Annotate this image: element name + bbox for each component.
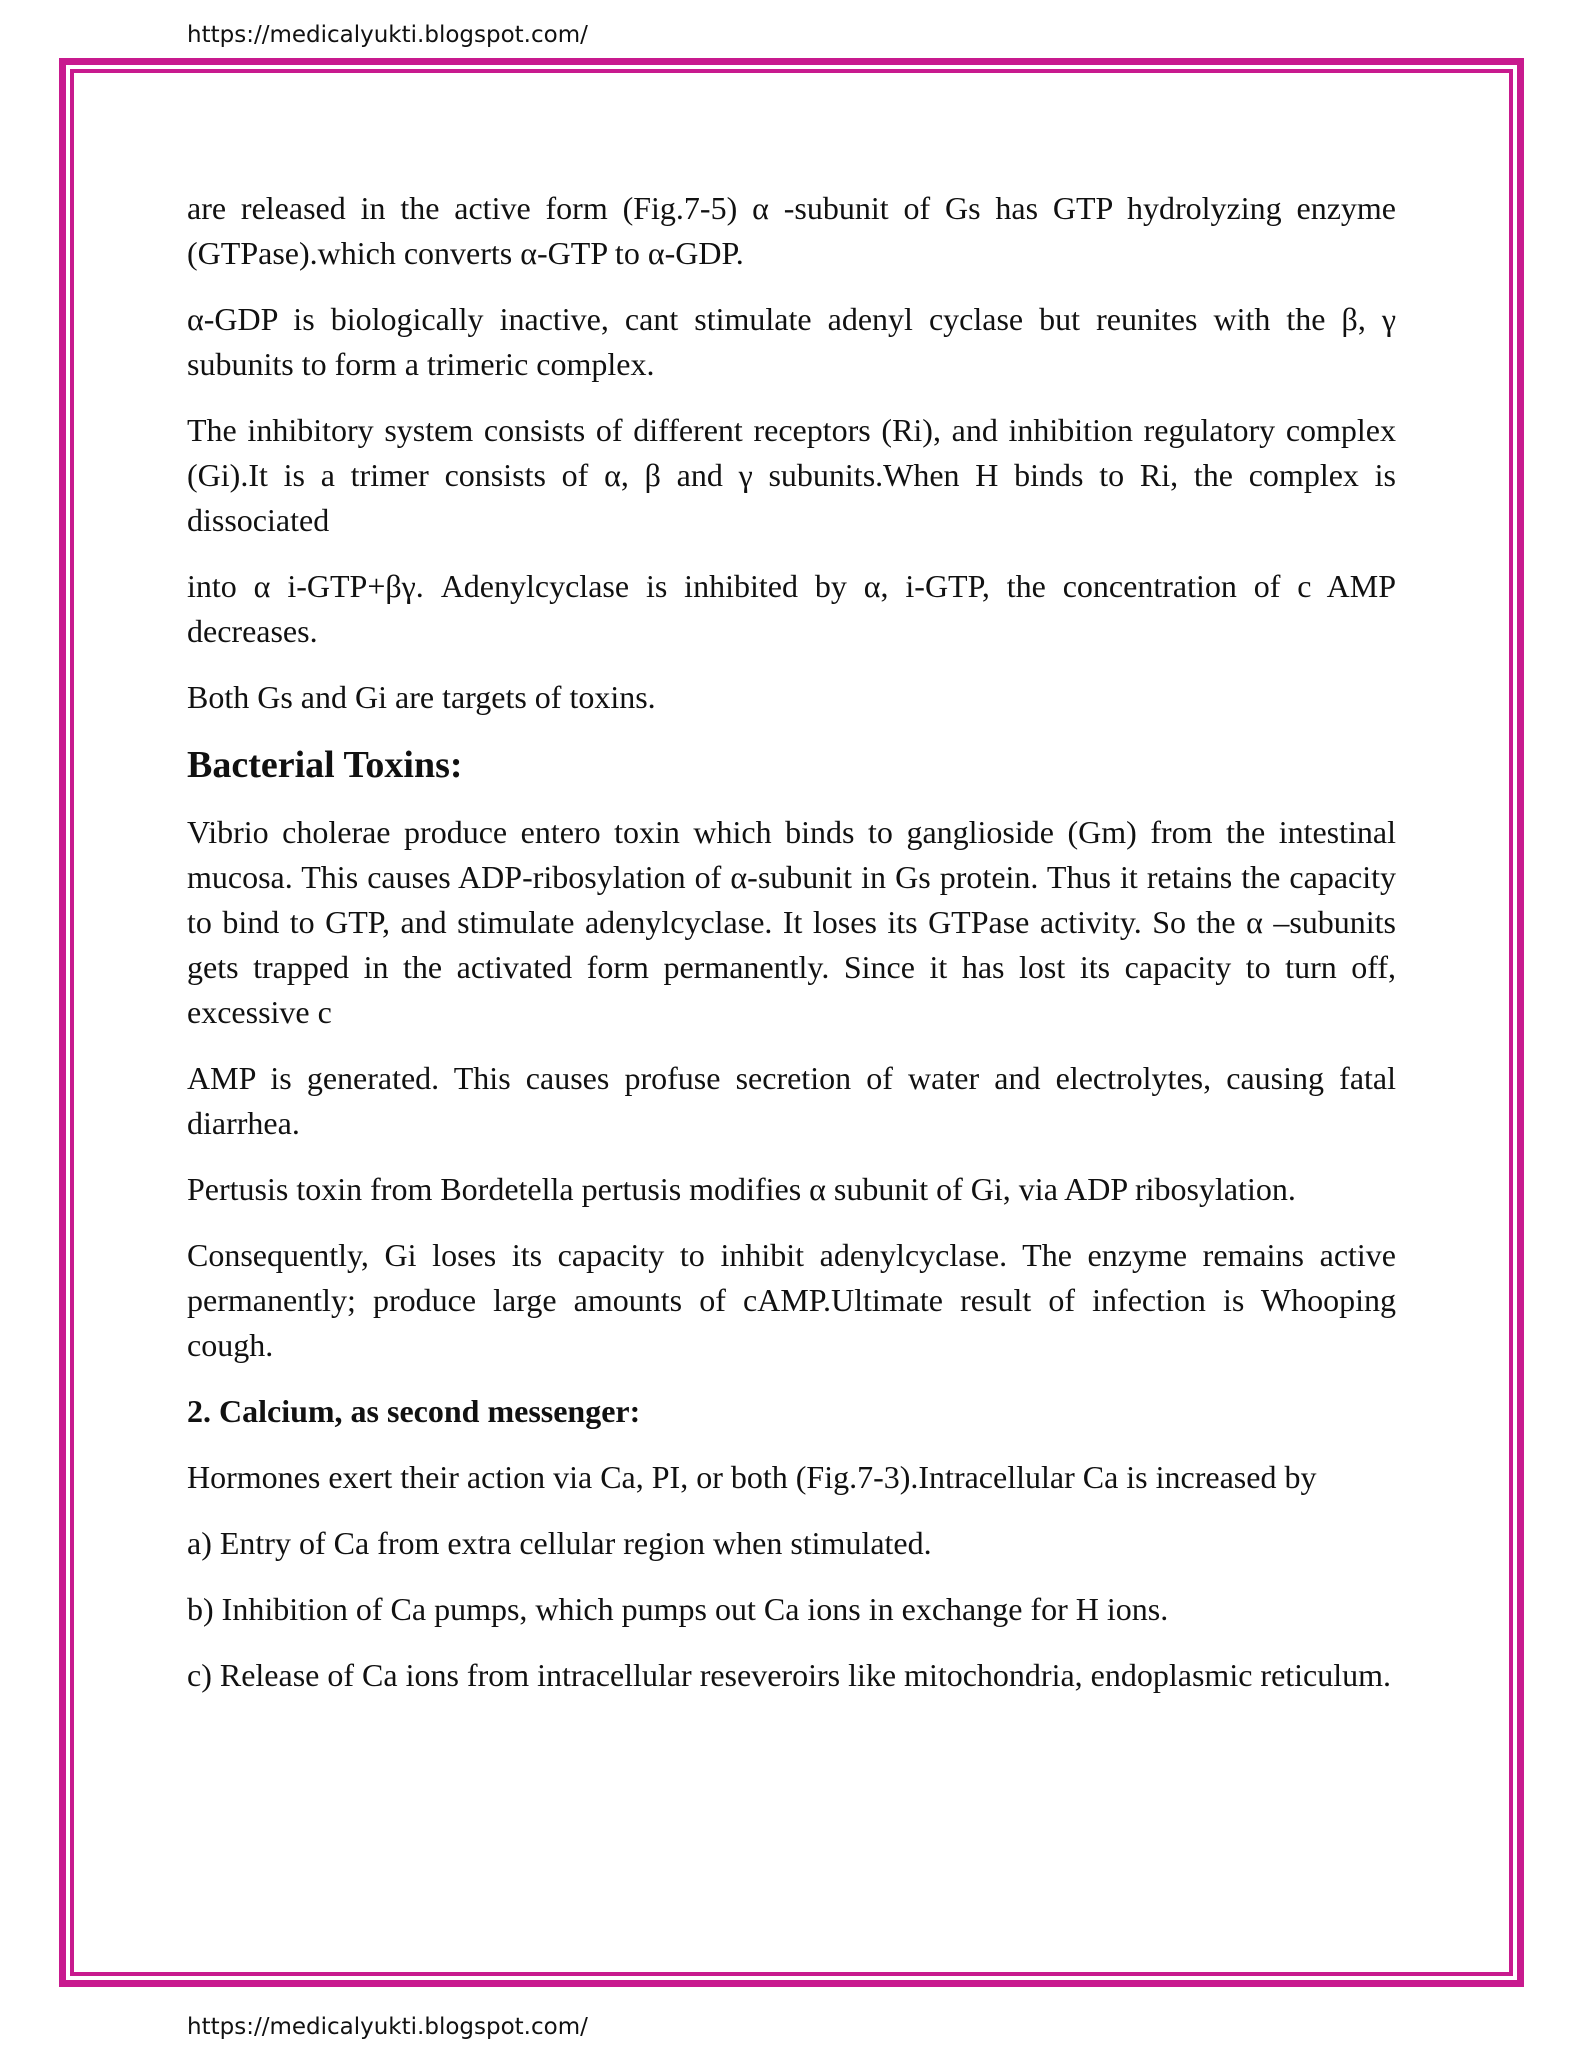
paragraph-gdp-inactive: α-GDP is biologically inactive, cant stimulate adenyl cyclase but reunites with the β, γ subunits to form a trimeric complex. xyxy=(187,301,1396,382)
paragraph-pertusis-toxin: Pertusis toxin from Bordetella pertusis modifies α subunit of Gi, via ADP ribosylation. xyxy=(187,1171,1296,1207)
paragraph-adenylcyclase-inhibited: into α i-GTP+βγ. Adenylcyclase is inhibited by α, i-GTP, the concentration of c AMP decreases. xyxy=(187,568,1396,649)
paragraph-whooping-cough: Consequently, Gi loses its capacity to inhibit adenylcyclase. The enzyme remains active permanently; produce large amounts of cAMP.Ultimate result of infection is Whooping cough. xyxy=(187,1237,1396,1363)
paragraph-vibrio-cholerae: Vibrio cholerae produce entero toxin which binds to ganglioside (Gm) from the intestinal mucosa. This causes ADP-ribosylation of α-subunit in Gs protein. Thus it retains the capacity to bind to GTP, and stimulate adenylcyclase. It loses its GTPase activity. So the α –subunits gets trapped in the activated form permanently. Since it has lost its capacity to turn off, excessive c xyxy=(187,814,1396,1030)
paragraph-inhibitory-system: The inhibitory system consists of different receptors (Ri), and inhibition regulatory complex (Gi).It is a trimer consists of α, β and γ subunits.When H binds to Ri, the complex is dissociated xyxy=(187,412,1396,538)
list-item-a: a) Entry of Ca from extra cellular region when stimulated. xyxy=(187,1525,932,1561)
list-item-b: b) Inhibition of Ca pumps, which pumps out Ca ions in exchange for H ions. xyxy=(187,1591,1169,1627)
paragraph-gs-gtpase: are released in the active form (Fig.7-5) α -subunit of Gs has GTP hydrolyzing enzyme (GTPase).which converts α-GTP to α-GDP. xyxy=(187,190,1396,271)
list-item-c: c) Release of Ca ions from intracellular reseveroirs like mitochondria, endoplasmic reticulum. xyxy=(187,1657,1392,1693)
paragraph-toxin-targets: Both Gs and Gi are targets of toxins. xyxy=(187,679,656,715)
document-body xyxy=(187,186,1396,1719)
heading-bacterial-toxins: Bacterial Toxins: xyxy=(187,744,463,786)
paragraph-camp-generated: AMP is generated. This causes profuse secretion of water and electrolytes, causing fatal diarrhea. xyxy=(187,1060,1396,1141)
header-url[interactable]: https://medicalyukti.blogspot.com/ xyxy=(187,22,588,48)
footer-url[interactable]: https://medicalyukti.blogspot.com/ xyxy=(187,2014,588,2040)
paragraph-calcium-increase: Hormones exert their action via Ca, PI, or both (Fig.7-3).Intracellular Ca is increased by xyxy=(187,1459,1317,1495)
heading-calcium-messenger: 2. Calcium, as second messenger: xyxy=(187,1393,641,1429)
